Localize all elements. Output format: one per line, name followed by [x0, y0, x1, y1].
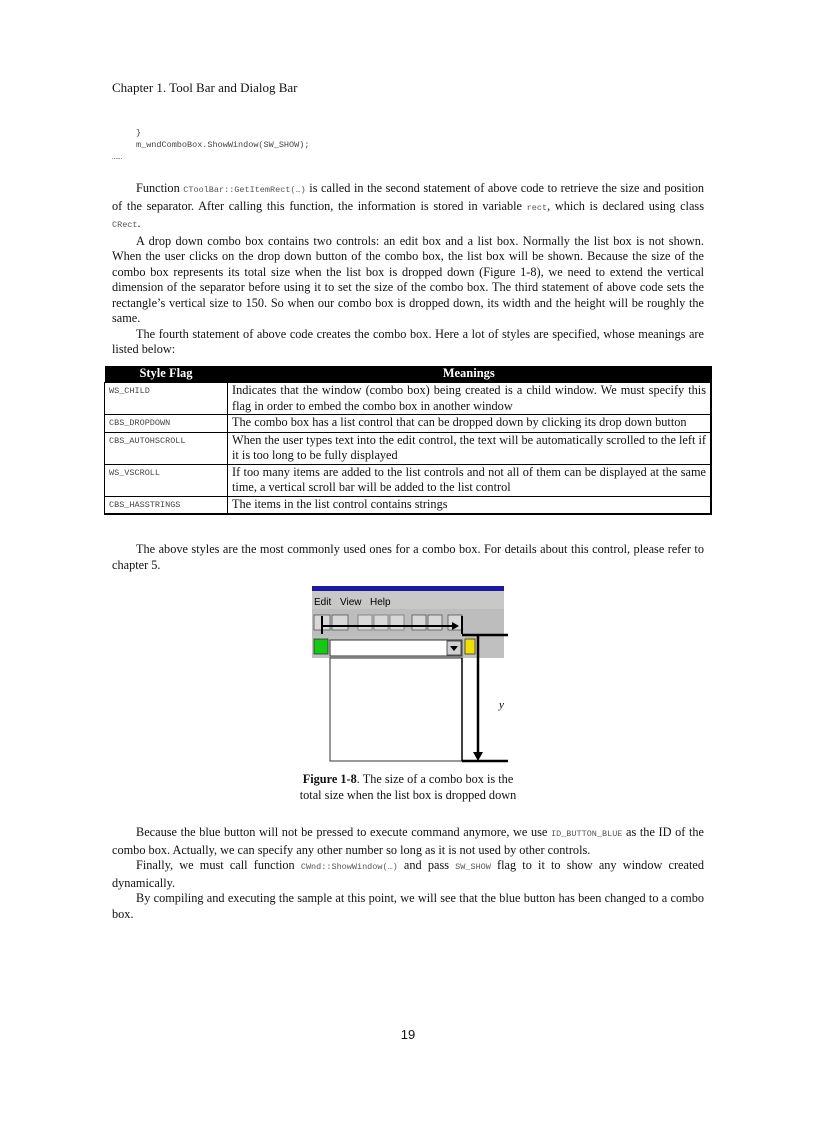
table-row: [105, 415, 712, 433]
menu-item-view: View: [340, 597, 362, 608]
toolbar-buttons: [314, 615, 462, 630]
meaning-cell: The items in the list control contains strings: [228, 496, 712, 514]
table-header-style-flag: Style Flag: [105, 366, 228, 383]
meaning-cell: The combo box has a list control that can be dropped down by clicking its drop down button: [228, 415, 712, 433]
combo-box-screenshot: [312, 586, 508, 766]
menu-item-help: Help: [370, 597, 391, 608]
style-flag-cell: CBS_DROPDOWN: [105, 415, 228, 433]
combo-edit-box: [330, 640, 462, 656]
meaning-cell: Indicates that the window (combo box) being created is a child window. We must specify this flag in order to embed the combo box in another window: [228, 383, 712, 415]
paragraph: The above styles are the most commonly used ones for a combo box. For details about this control, please refer to chapter 5.: [112, 542, 704, 572]
table-row: [105, 432, 712, 464]
code-line: ……: [112, 152, 123, 162]
paragraph: A drop down combo box contains two controls: an edit box and a list box. Normally the list box is not shown. When the user clicks on the drop down button of the combo box, the list box will be shown. Because the size of the combo box represents its total size when the list box is dropped down (Figure 1-8), we need to extend the vertical dimension of the separator before using it to set the size of the combo box. The third statement of above code sets the rectangle’s vertical size to 150. So when our combo box is dropped down, its width and the height will be roughly the same.: [112, 233, 704, 325]
title-bar: [312, 586, 504, 591]
figure-label: Figure 1-8: [302, 772, 357, 786]
table-row: [105, 496, 712, 514]
arrow-head-icon: [473, 752, 483, 761]
toolbar-button-icon: [390, 615, 404, 630]
body-paragraph-after-table: [112, 542, 704, 573]
dimension-label-y: y: [499, 699, 504, 711]
toolbar-button-icon: [332, 615, 348, 630]
figure-1-8: [312, 586, 508, 766]
style-flag-cell: WS_CHILD: [105, 383, 228, 415]
page-number: 19: [400, 1027, 416, 1042]
paragraph: By compiling and executing the sample at this point, we will see that the blue button has been changed to a combo box.: [112, 891, 704, 921]
menu-item-edit: Edit: [314, 597, 332, 608]
paragraph: Because the blue button will not be pressed to execute command anymore, we use ID_BUTTON_BLUE as the ID of the combo box. Actually, we can specify any other number so long as it is not used by other controls.: [112, 825, 704, 857]
page-header: Chapter 1. Tool Bar and Dialog Bar: [112, 80, 298, 95]
combo-list-box: [330, 658, 462, 761]
table-row: [105, 383, 712, 415]
body-paragraphs-top: [112, 181, 704, 358]
code-line: m_wndComboBox.ShowWindow(SW_SHOW);: [136, 140, 310, 150]
paragraph: Function CToolBar::GetItemRect(…) is called in the second statement of above code to retrieve the size and position of the separator. After calling this function, the information is stored in variable rect, which is declared using class CRect.: [112, 181, 704, 230]
style-flag-cell: CBS_AUTOHSCROLL: [105, 432, 228, 464]
style-flag-cell: CBS_HASSTRINGS: [105, 496, 228, 514]
paragraph: The fourth statement of above code creates the combo box. Here a lot of styles are specified, whose meanings are listed below:: [112, 326, 704, 356]
green-button-icon: [314, 639, 328, 654]
table-row: [105, 464, 712, 496]
toolbar-button-icon: [428, 615, 442, 630]
style-flag-table: [104, 366, 712, 515]
toolbar-button-icon: [358, 615, 372, 630]
style-flag-cell: WS_VSCROLL: [105, 464, 228, 496]
toolbar-button-icon: [412, 615, 426, 630]
meaning-cell: If too many items are added to the list controls and not all of them can be displayed at the same time, a vertical scroll bar will be added to the list control: [228, 464, 712, 496]
table-header-meanings: Meanings: [228, 366, 712, 383]
figure-caption: Figure 1-8. The size of a combo box is the total size when the list box is dropped down: [299, 772, 517, 802]
meaning-cell: When the user types text into the edit control, the text will be automatically scrolled to the left if it is too long to be fully displayed: [228, 432, 712, 464]
paragraph: Finally, we must call function CWnd::ShowWindow(…) and pass SW_SHOW flag to it to show any window created dynamically.: [112, 858, 704, 890]
code-line: }: [136, 128, 142, 138]
toolbar-button-icon: [374, 615, 388, 630]
yellow-button-icon: [465, 639, 475, 654]
body-paragraphs-bottom: [112, 825, 704, 922]
